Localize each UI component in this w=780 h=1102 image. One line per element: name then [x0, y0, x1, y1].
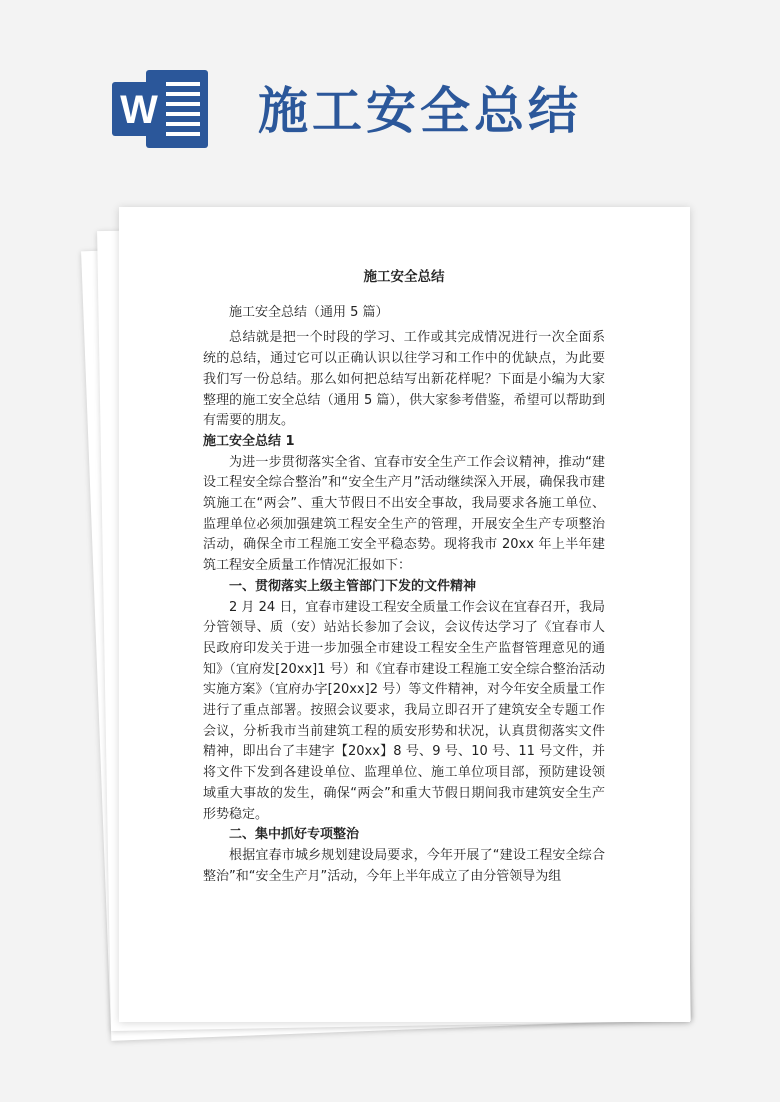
document-subtitle: 施工安全总结（通用 5 篇）: [229, 304, 389, 320]
subsection-heading: 二、集中抓好专项整治: [229, 827, 360, 843]
header-banner: [0, 0, 780, 200]
document-page: [119, 207, 690, 1022]
word-document-icon: [110, 68, 210, 150]
body-paragraph: 为进一步贯彻落实全省、宜春市安全生产工作会议精神，推动“建设工程安全综合整治”和“安全生产月”活动继续深入开展，确保我市建筑施工在“两会”、重大节假日不出安全事故，我局要求各施工单位、监理单位必须加强建筑工程安全生产的管理，开展安全生产专项整治活动，确保全市工程施工安全平稳态势。现将我市 20xx 年上半年建筑工程安全质量工作情况汇报如下：: [203, 454, 605, 574]
page-title: 施工安全总结: [258, 81, 582, 140]
intro-paragraph: 总结就是把一个时段的学习、工作或其完成情况进行一次全面系统的总结，通过它可以正确认识以往学习和工作中的优缺点，为此要我们写一份总结。那么如何把总结写出新花样呢？下面是小编为大家整理的施工安全总结（通用 5 篇），供大家参考借鉴，希望可以帮助到有需要的朋友。: [203, 330, 605, 429]
section-heading: 施工安全总结 1: [203, 433, 295, 449]
subsection-heading: 一、贯彻落实上级主管部门下发的文件精神: [229, 578, 477, 594]
body-paragraph: 根据宜春市城乡规划建设局要求，今年开展了“建设工程安全综合整治”和“安全生产月”活动，今年上半年成立了由分管领导为组: [203, 847, 605, 884]
body-paragraph: 2 月 24 日，宜春市建设工程安全质量工作会议在宜春召开，我局分管领导、质（安）站站长参加了会议，会议传达学习了《宜春市人民政府印发关于进一步加强全市建设工程安全生产监督管理意见的通知》（宜府发[20xx]1 号）和《宜春市建设工程施工安全综合整治活动实施方案》（宜府办字[20xx]2 号）等文件精神，对今年安全质量工作进行了重点部署。按照会议要求，我局立即召开了建筑安全专题工作会议，分析我市当前建筑工程的质安形势和状况，认真贯彻落实文件精神，即出台了丰建字【20xx】8 号、9 号、10 号、11 号文件，并将文件下发到各建设单位、监理单位、施工单位项目部，预防建设领域重大事故的发生，确保“两会”和重大节假日期间我市建筑安全生产形势稳定。: [203, 599, 605, 822]
logo-letter: W: [120, 88, 158, 132]
document-title: 施工安全总结: [363, 269, 445, 285]
document-body: [203, 267, 605, 887]
